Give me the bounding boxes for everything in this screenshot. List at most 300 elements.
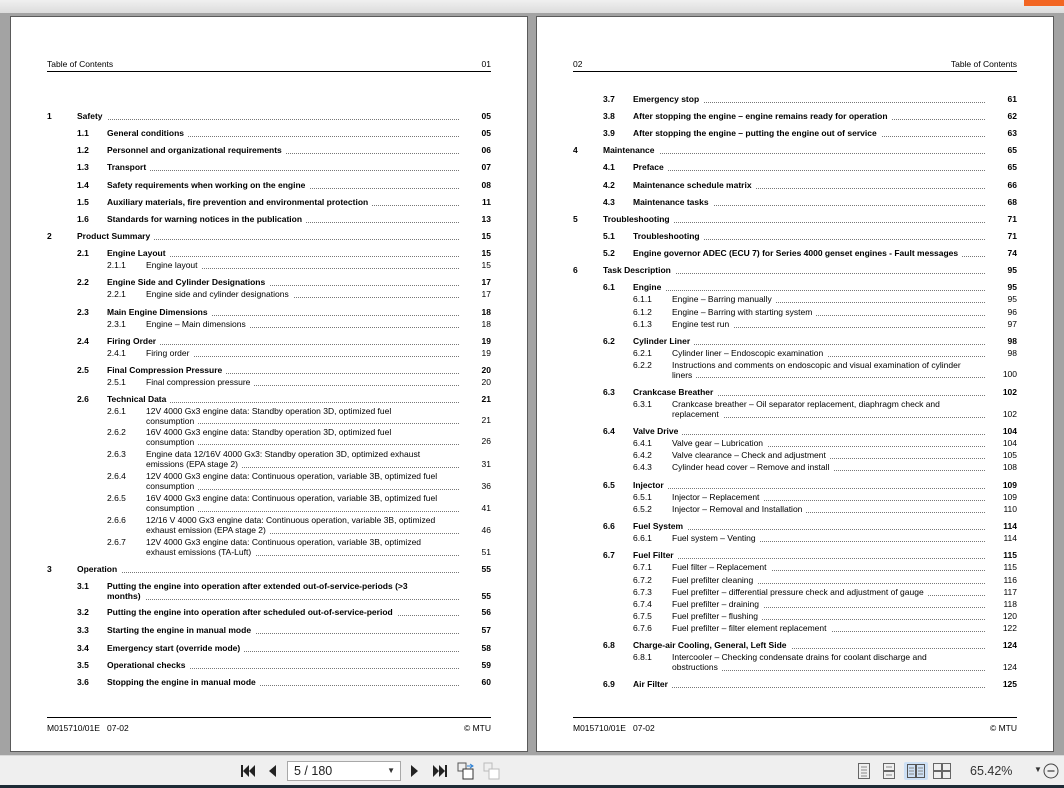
- toc-entry-title: Crankcase Breather: [633, 387, 717, 397]
- toc-entry[interactable]: [573, 319, 1017, 329]
- toc-entry-page: 125: [1002, 679, 1017, 689]
- last-page-button[interactable]: [430, 762, 450, 780]
- toc-entry-number: 5.1: [603, 231, 615, 241]
- toc-entry[interactable]: [573, 611, 1017, 621]
- dot-leader: [603, 153, 985, 154]
- toc-entry-number: 2.6.1: [107, 406, 126, 416]
- toc-entry-page: 71: [1007, 231, 1017, 241]
- toc-entry-page: 115: [1003, 550, 1017, 560]
- toc-entry-page: 118: [1003, 599, 1017, 609]
- toc-entry-page: 124: [1002, 662, 1017, 672]
- toc-entry[interactable]: [573, 492, 1017, 502]
- toc-entry-title: Maintenance: [603, 145, 659, 155]
- toc-entry[interactable]: [573, 282, 1017, 292]
- toc-entry[interactable]: [573, 387, 1017, 397]
- toc-entry-title: Valve clearance – Check and adjustment: [672, 450, 830, 460]
- zoom-dropdown-icon[interactable]: ▼: [1034, 765, 1042, 774]
- page-number-value: 5 / 180: [294, 764, 333, 778]
- toc-entry-page: 56: [481, 607, 491, 617]
- toc-entry-number: 6.7: [603, 550, 615, 560]
- toc-entry-page: 66: [1007, 180, 1017, 190]
- toc-entry-title: Engine: [633, 282, 665, 292]
- last-page-icon: [432, 764, 448, 778]
- toc-entry[interactable]: [47, 515, 491, 535]
- toc-entry-number: 2.6.4: [107, 471, 126, 481]
- toc-entry[interactable]: [47, 348, 491, 358]
- toc-entry-title: 12/16 V 4000 Gx3 engine data: Continuous operation, variable 3B, optimized exhaust emission (EPA stage 2): [146, 515, 436, 535]
- toc-entry[interactable]: [47, 248, 491, 258]
- toc-entry-page: 15: [481, 248, 491, 258]
- toc-entry-title: 12V 4000 Gx3 engine data: Continuous operation, variable 3B, optimized fuel consumption: [146, 471, 438, 491]
- toc-entry[interactable]: [573, 640, 1017, 650]
- toc-entry[interactable]: [47, 625, 491, 635]
- toc-entry-page: 98: [1007, 348, 1017, 358]
- toc-entry-page: 71: [1007, 214, 1017, 224]
- toc-entry[interactable]: [573, 399, 1017, 419]
- toc-entry-number: 6.4.2: [633, 450, 652, 460]
- pdf-page-left: [10, 16, 528, 752]
- toc-entry-number: 1: [47, 111, 52, 121]
- toc-entry-title: Final compression pressure: [146, 377, 254, 387]
- toc-entry-title: Engine – Main dimensions: [146, 319, 250, 329]
- continuous-page-icon: [883, 763, 895, 779]
- dot-leader: [633, 434, 985, 435]
- toc-entry-number: 4.2: [603, 180, 615, 190]
- toc-entry[interactable]: [47, 277, 491, 287]
- toc-entry-page: 51: [481, 547, 491, 557]
- copyright: © MTU: [463, 723, 491, 733]
- toc-entry-number: 3.6: [77, 677, 89, 687]
- toc-entry-title: Injector – Replacement: [672, 492, 763, 502]
- zoom-level-input[interactable]: 65.42%: [970, 764, 1013, 778]
- toc-entry[interactable]: [47, 365, 491, 375]
- single-page-view-button[interactable]: [855, 762, 873, 780]
- toc-entry[interactable]: [573, 294, 1017, 304]
- toc-entry-number: 6.7.5: [633, 611, 652, 621]
- toc-entry-page: 63: [1007, 128, 1017, 138]
- toc-entry[interactable]: [47, 162, 491, 172]
- toc-entry[interactable]: [47, 377, 491, 387]
- previous-page-icon: [267, 764, 277, 778]
- toc-entry-number: 3.7: [603, 94, 615, 104]
- page-header: [47, 57, 491, 72]
- toc-entry[interactable]: [47, 607, 491, 617]
- toc-entry-page: 05: [481, 111, 491, 121]
- toc-entry-page: 21: [481, 415, 491, 425]
- toc-entry[interactable]: [573, 180, 1017, 190]
- toc-entry[interactable]: [47, 289, 491, 299]
- toc-entry-page: 20: [481, 365, 491, 375]
- toc-entry-page: 55: [481, 591, 491, 601]
- toc-entry-title: Transport: [107, 162, 150, 172]
- toc-entry[interactable]: [573, 521, 1017, 531]
- toc-entry[interactable]: [573, 462, 1017, 472]
- toc-entry-number: 5: [573, 214, 578, 224]
- toc-entry[interactable]: [573, 111, 1017, 121]
- toc-entry-title: Cylinder Liner: [633, 336, 694, 346]
- toc-entry-page: 57: [481, 625, 491, 635]
- dot-leader: [633, 687, 985, 688]
- toc-entry-title: Crankcase breather – Oil separator replacement, diaphragm check and replacement: [672, 399, 940, 419]
- toc-entry-page: 58: [481, 643, 491, 653]
- toc-entry-title: Engine data 12/16V 4000 Gx3: Standby operation 3D, optimized exhaust emissions (EPA stage 2): [146, 449, 421, 469]
- header-title: Table of Contents: [47, 59, 114, 69]
- toc-entry-number: 1.3: [77, 162, 89, 172]
- toc-entry[interactable]: [573, 562, 1017, 572]
- toc-entry-number: 5.2: [603, 248, 615, 258]
- toc-entry-title: Instructions and comments on endoscopic and visual examination of cylinder liners: [672, 360, 961, 380]
- toc-entry-title: Product Summary: [77, 231, 154, 241]
- toc-entry[interactable]: [573, 197, 1017, 207]
- toc-entry[interactable]: [573, 307, 1017, 317]
- toc-entry-page: 116: [1003, 575, 1017, 585]
- toc-entry-page: 31: [481, 459, 491, 469]
- toc-entry[interactable]: [573, 623, 1017, 633]
- toc-entry-number: 6.2: [603, 336, 615, 346]
- toc-entry-title: Engine Side and Cylinder Designations: [107, 277, 269, 287]
- toc-entry-title: Personnel and organizational requirements: [107, 145, 286, 155]
- dot-leader: [633, 488, 985, 489]
- toc-entry-number: 6.1: [603, 282, 615, 292]
- toc-entry[interactable]: [47, 449, 491, 469]
- toc-entry[interactable]: [573, 214, 1017, 224]
- toc-entry-number: 3: [47, 564, 52, 574]
- continuous-view-button[interactable]: [880, 762, 898, 780]
- document-viewport[interactable]: [0, 13, 1064, 755]
- copyright: © MTU: [989, 723, 1017, 733]
- facing-pages-icon: [907, 764, 925, 778]
- toc-entry[interactable]: [573, 265, 1017, 275]
- toc-entry-title: Air Filter: [633, 679, 672, 689]
- toc-entry-number: 1.5: [77, 197, 89, 207]
- toc-entry-number: 4.3: [603, 197, 615, 207]
- toc-entry[interactable]: [47, 231, 491, 241]
- toc-entry-title: Final Compression Pressure: [107, 365, 226, 375]
- previous-view-button[interactable]: [456, 762, 476, 780]
- toc-entry-number: 6.8.1: [633, 652, 652, 662]
- toc-entry[interactable]: [47, 406, 491, 425]
- toc-entry[interactable]: [573, 575, 1017, 585]
- toc-entry-page: 68: [1007, 197, 1017, 207]
- toc-entry-number: 3.1: [77, 581, 89, 591]
- toc-entry-title: Putting the engine into operation after scheduled out-of-service-period: [107, 607, 397, 617]
- toc-entry-page: 59: [481, 660, 491, 670]
- toc-entry[interactable]: [47, 214, 491, 224]
- toc-entry-title: Firing Order: [107, 336, 160, 346]
- toc-entry-number: 2.6.6: [107, 515, 126, 525]
- toc-entry-number: 2.6.2: [107, 427, 126, 437]
- next-page-icon: [410, 764, 420, 778]
- toc-entry-title: Engine Layout: [107, 248, 170, 258]
- next-page-button[interactable]: [407, 762, 423, 780]
- toc-entry-number: 6.1.2: [633, 307, 652, 317]
- toc-entry-number: 1.6: [77, 214, 89, 224]
- toc-entry-number: 2.6.5: [107, 493, 126, 503]
- toc-entry[interactable]: [573, 550, 1017, 560]
- dot-leader: [633, 170, 985, 171]
- first-page-button[interactable]: [238, 762, 258, 780]
- toc-entry-number: 2.5.1: [107, 377, 126, 387]
- toc-entry-title: Safety: [77, 111, 107, 121]
- toc-entry-page: 124: [1002, 640, 1017, 650]
- toc-entry[interactable]: [47, 643, 491, 653]
- toc-entry[interactable]: [47, 537, 491, 557]
- dot-leader: [633, 290, 985, 291]
- toc-entry-number: 2.1.1: [107, 260, 126, 270]
- toc-entry-page: 105: [1002, 450, 1017, 460]
- toc-entry-page: 95: [1007, 282, 1017, 292]
- toc-entry-number: 2.3.1: [107, 319, 126, 329]
- toc-entry-title: Operational checks: [107, 660, 189, 670]
- toc-entry[interactable]: [47, 581, 491, 601]
- toc-entry-number: 6.9: [603, 679, 615, 689]
- toc-entry-title: General conditions: [107, 128, 188, 138]
- dot-leader: [633, 558, 985, 559]
- first-page-icon: [240, 764, 256, 778]
- toc-entry[interactable]: [573, 426, 1017, 436]
- toc-entry-number: 6.7.3: [633, 587, 652, 597]
- toc-entry-page: 97: [1007, 319, 1017, 329]
- toc-entry-page: 26: [481, 436, 491, 446]
- dot-leader: [77, 119, 459, 120]
- toc-entry-title: Charge-air Cooling, General, Left Side: [633, 640, 791, 650]
- toc-entry-title: Main Engine Dimensions: [107, 307, 212, 317]
- dot-leader: [77, 572, 459, 573]
- toc-entry[interactable]: [573, 533, 1017, 543]
- toc-entry[interactable]: [573, 128, 1017, 138]
- toc-entry-number: 2.4.1: [107, 348, 126, 358]
- toc-entry-title: After stopping the engine – engine remains ready for operation: [633, 111, 892, 121]
- toc-entry-page: 06: [481, 145, 491, 155]
- toc-entry[interactable]: [47, 677, 491, 687]
- toc-entry[interactable]: [47, 260, 491, 270]
- toc-entry[interactable]: [573, 599, 1017, 609]
- toc-entry-title: Standards for warning notices in the publication: [107, 214, 306, 224]
- continuous-facing-icon: [933, 763, 951, 779]
- toc-entry-number: 6.4.3: [633, 462, 652, 472]
- toc-entry-title: Troubleshooting: [633, 231, 704, 241]
- toc-entry-page: 60: [481, 677, 491, 687]
- next-view-button[interactable]: [482, 762, 502, 780]
- toc-entry-number: 6.2.2: [633, 360, 652, 370]
- toc-entry-page: 19: [481, 348, 491, 358]
- toc-entry[interactable]: [573, 231, 1017, 241]
- toc-entry-page: 104: [1002, 426, 1017, 436]
- toc-entry-page: 05: [481, 128, 491, 138]
- toc-entry[interactable]: [573, 248, 1017, 258]
- toc-entry[interactable]: [573, 652, 1017, 672]
- toc-entry[interactable]: [573, 162, 1017, 172]
- toc-entry[interactable]: [47, 394, 491, 404]
- toc-entry-title: Cylinder liner – Endoscopic examination: [672, 348, 827, 358]
- toc-entry-title: Maintenance tasks: [633, 197, 713, 207]
- zoom-out-icon: [1043, 763, 1059, 779]
- toc-entry-title: Auxiliary materials, fire prevention and environmental protection: [107, 197, 372, 207]
- toc-entry-page: 100: [1002, 369, 1017, 379]
- toc-entry[interactable]: [573, 348, 1017, 358]
- toc-entry-number: 2: [47, 231, 52, 241]
- document-code: M015710/01E 07-02: [47, 723, 129, 733]
- header-page-number: 02: [573, 59, 583, 69]
- toc-entry-page: 36: [481, 481, 491, 491]
- toc-entry[interactable]: [573, 438, 1017, 448]
- toc-entry-page: 17: [481, 277, 491, 287]
- toc-entry[interactable]: [47, 145, 491, 155]
- toc-entry-page: 20: [481, 377, 491, 387]
- toc-entry-title: Firing order: [146, 348, 193, 358]
- toc-entry-title: 16V 4000 Gx3 engine data: Standby operation 3D, optimized fuel consumption: [146, 427, 392, 447]
- toc-entry[interactable]: [573, 336, 1017, 346]
- toc-entry-page: 61: [1007, 94, 1017, 104]
- toc-entry[interactable]: [47, 180, 491, 190]
- toc-entry[interactable]: [573, 480, 1017, 490]
- toc-entry[interactable]: [47, 319, 491, 329]
- toc-entry-number: 6.6: [603, 521, 615, 531]
- toc-entry-page: 07: [481, 162, 491, 172]
- toc-entry-number: 2.1: [77, 248, 89, 258]
- toc-entry-number: 6.7.2: [633, 575, 652, 585]
- toc-entry-number: 2.6.3: [107, 449, 126, 459]
- toc-entry[interactable]: [573, 94, 1017, 104]
- single-page-icon: [858, 763, 870, 779]
- toc-entry-number: 3.8: [603, 111, 615, 121]
- page-footer: [573, 717, 1017, 737]
- toc-entry[interactable]: [47, 336, 491, 346]
- toc-entry-number: 6.2.1: [633, 348, 652, 358]
- toc-entry-page: 110: [1003, 504, 1017, 514]
- header-title: Table of Contents: [950, 59, 1017, 69]
- toc-entry-number: 6.7.1: [633, 562, 652, 572]
- toc-entry[interactable]: [47, 427, 491, 446]
- toc-entry[interactable]: [573, 679, 1017, 689]
- toc-entry-number: 4: [573, 145, 578, 155]
- zoom-out-button[interactable]: [1042, 762, 1060, 780]
- pdf-page-right: [536, 16, 1054, 752]
- toc-entry-title: Fuel prefilter – draining: [672, 599, 763, 609]
- toc-entry-page: 109: [1002, 480, 1017, 490]
- toc-entry-number: 2.5: [77, 365, 89, 375]
- toc-entry-title: After stopping the engine – putting the engine out of service: [633, 128, 881, 138]
- toc-entry-title: Valve Drive: [633, 426, 682, 436]
- facing-view-button[interactable]: [904, 762, 928, 780]
- toc-entry[interactable]: [573, 145, 1017, 155]
- toc-entry-page: 41: [481, 503, 491, 513]
- toc-entry-title: Technical Data: [107, 394, 170, 404]
- toc-entry[interactable]: [573, 360, 1017, 379]
- toc-entry-page: 08: [481, 180, 491, 190]
- toc-entry-number: 2.2: [77, 277, 89, 287]
- page-number-select[interactable]: [287, 761, 401, 781]
- toc-entry[interactable]: [47, 197, 491, 207]
- toc-entry-title: Engine – Barring manually: [672, 294, 776, 304]
- toc-entry[interactable]: [47, 111, 491, 121]
- navigation-toolbar: [0, 755, 1064, 788]
- title-accent: [1024, 0, 1064, 6]
- toc-entry-page: 108: [1002, 462, 1017, 472]
- toc-entry-number: 6.1.3: [633, 319, 652, 329]
- toc-entry-page: 13: [481, 214, 491, 224]
- toc-entry-title: Emergency start (override mode): [107, 643, 244, 653]
- toc-entry-title: Maintenance schedule matrix: [633, 180, 756, 190]
- toc-entry-title: Fuel system – Venting: [672, 533, 760, 543]
- toc-entry-page: 74: [1007, 248, 1017, 258]
- toc-entry-number: 6.5: [603, 480, 615, 490]
- page-header: [573, 57, 1017, 72]
- toc-entry-number: 6.7.4: [633, 599, 652, 609]
- toc-entry-title: 12V 4000 Gx3 engine data: Continuous operation, variable 3B, optimized exhaust emissions (TA-Luft): [146, 537, 422, 557]
- toc-entry-title: Engine – Barring with starting system: [672, 307, 816, 317]
- toc-entry-page: 55: [481, 564, 491, 574]
- toc-entry-page: 104: [1002, 438, 1017, 448]
- toc-entry-page: 117: [1003, 587, 1017, 597]
- toc-entry-title: Injector: [633, 480, 668, 490]
- toc-entry-title: Fuel filter – Replacement: [672, 562, 771, 572]
- toc-entry-page: 98: [1007, 336, 1017, 346]
- toc-entry-page: 15: [481, 231, 491, 241]
- toc-entry-page: 65: [1007, 162, 1017, 172]
- toc-entry-title: Fuel prefilter – differential pressure check and adjustment of gauge: [672, 587, 928, 597]
- toc-entry-page: 114: [1003, 521, 1017, 531]
- toc-entry-number: 3.9: [603, 128, 615, 138]
- toc-entry-title: Valve gear – Lubrication: [672, 438, 767, 448]
- toc-entry[interactable]: [573, 450, 1017, 460]
- continuous-facing-view-button[interactable]: [932, 762, 952, 780]
- toc-entry-page: 120: [1002, 611, 1017, 621]
- toc-entry-title: Fuel prefilter – flushing: [672, 611, 762, 621]
- toc-entry[interactable]: [573, 587, 1017, 597]
- next-view-icon: [483, 762, 501, 780]
- toc-entry-title: Intercooler – Checking condensate drains for coolant discharge and obstructions: [672, 652, 927, 672]
- toc-entry[interactable]: [47, 307, 491, 317]
- toc-entry-number: 4.1: [603, 162, 615, 172]
- toc-entry-number: 6.3.1: [633, 399, 652, 409]
- toc-entry-page: 95: [1007, 265, 1017, 275]
- toc-entry-title: Preface: [633, 162, 668, 172]
- toc-entry-page: 102: [1002, 409, 1017, 419]
- toc-entry-title: Fuel prefilter cleaning: [672, 575, 757, 585]
- header-page-number: 01: [481, 59, 491, 69]
- toc-entry-number: 6.4.1: [633, 438, 652, 448]
- toc-entry[interactable]: [573, 504, 1017, 514]
- toc-entry-title: Fuel System: [633, 521, 687, 531]
- toc-entry-page: 46: [481, 525, 491, 535]
- toc-entry-number: 3.4: [77, 643, 89, 653]
- toc-entry[interactable]: [47, 660, 491, 670]
- previous-page-button[interactable]: [264, 762, 280, 780]
- toc-entry-number: 3.3: [77, 625, 89, 635]
- toc-entry-page: 96: [1007, 307, 1017, 317]
- toc-entry[interactable]: [47, 564, 491, 574]
- toc-entry-page: 17: [481, 289, 491, 299]
- toc-entry-number: 2.6: [77, 394, 89, 404]
- toc-entry-title: Fuel Filter: [633, 550, 678, 560]
- toc-entry-page: 62: [1007, 111, 1017, 121]
- chevron-down-icon: ▼: [387, 766, 395, 775]
- toc-entry-number: 6.4: [603, 426, 615, 436]
- toc-entry[interactable]: [47, 128, 491, 138]
- toc-entry-title: Putting the engine into operation after extended out-of-service-periods (>3 months): [107, 581, 408, 601]
- toc-entry-title: Engine test run: [672, 319, 733, 329]
- toc-entry[interactable]: [47, 471, 491, 491]
- dot-leader: [107, 170, 459, 171]
- toc-entry-page: 65: [1007, 145, 1017, 155]
- toc-entry-title: Emergency stop: [633, 94, 703, 104]
- toc-entry-number: 1.4: [77, 180, 89, 190]
- toc-entry[interactable]: [47, 493, 491, 513]
- toc-entry-number: 6: [573, 265, 578, 275]
- document-code: M015710/01E 07-02: [573, 723, 655, 733]
- toc-entry-number: 6.1.1: [633, 294, 652, 304]
